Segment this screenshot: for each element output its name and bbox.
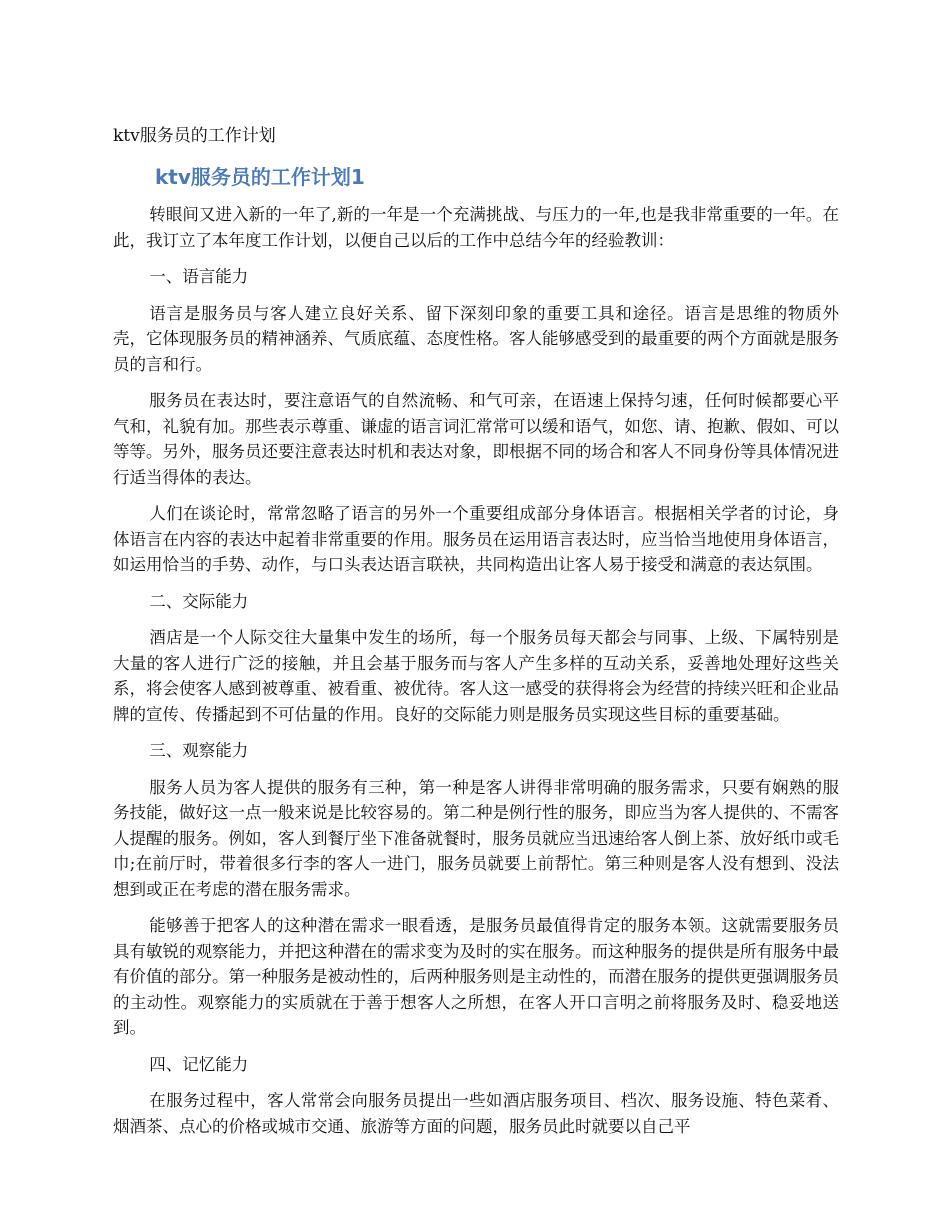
paragraph: 酒店是一个人际交往大量集中发生的场所，每一个服务员每天都会与同事、上级、下属特别是大量的客人进行广泛的接触，并且会基于服务而与客人产生多样的互动关系，妥善地处理好这些关系，将会使客人感到被尊重、被看重、被优待。客人这一感受的获得将会为经营的持续兴旺和企业品牌的宣传、传播起到不可估量的作用。良好的交际能力则是服务员实现这些目标的重要基础。: [113, 628, 839, 724]
document-title: ktv服务员的工作计划: [113, 126, 276, 146]
document-body: [113, 202, 839, 1150]
paragraph: 服务员在表达时，要注意语气的自然流畅、和气可亲，在语速上保持匀速，任何时候都要心平气和，礼貌有加。那些表示尊重、谦虚的语言词汇常常可以缓和语气，如您、请、抱歉、假如、可以等等。另外，服务员还要注意表达时机和表达对象，即根据不同的场合和客人不同身份等具体情况进行适当得体的表达。: [113, 391, 839, 487]
paragraph: 在服务过程中，客人常常会向服务员提出一些如酒店服务项目、档次、服务设施、特色菜肴、烟酒茶、点心的价格或城市交通、旅游等方面的问题，服务员此时就要以自己平: [113, 1091, 839, 1136]
paragraph: 能够善于把客人的这种潜在需求一眼看透，是服务员最值得肯定的服务本领。这就需要服务员具有敏锐的观察能力，并把这种潜在的需求变为及时的实在服务。而这种服务的提供是所有服务中最有价值的部分。第一种服务是被动性的，后两种服务则是主动性的，而潜在服务的提供更强调服务员的主动性。观察能力的实质就在于善于想客人之所想，在客人开口言明之前将服务及时、稳妥地送到。: [113, 916, 839, 1037]
paragraph: 语言是服务员与客人建立良好关系、留下深刻印象的重要工具和途径。语言是思维的物质外壳，它体现服务员的精神涵养、气质底蕴、态度性格。客人能够感受到的最重要的两个方面就是服务员的言和行。: [113, 303, 839, 374]
section-subheading: 一、语言能力: [149, 267, 249, 286]
paragraph: 服务人员为客人提供的服务有三种，第一种是客人讲得非常明确的服务需求，只要有娴熟的服务技能，做好这一点一般来说是比较容易的。第二种是例行性的服务，即应当为客人提供的、不需客人提醒的服务。例如，客人到餐厅坐下准备就餐时，服务员就应当迅速给客人倒上茶、放好纸巾或毛巾;在前厅时，带着很多行李的客人一进门，服务员就要上前帮忙。第三种则是客人没有想到、没法想到或正在考虑的潜在服务需求。: [113, 777, 839, 899]
section-subheading: 四、记忆能力: [149, 1054, 249, 1074]
paragraph: 转眼间又进入新的一年了,新的一年是一个充满挑战、与压力的一年,也是我非常重要的一年。在此，我订立了本年度工作计划，以便自己以后的工作中总结今年的经验教训：: [113, 205, 839, 250]
section-heading: ktv服务员的工作计划1: [155, 165, 365, 189]
paragraph: 人们在谈论时，常常忽略了语言的另外一个重要组成部分身体语言。根据相关学者的讨论，身体语言在内容的表达中起着非常重要的作用。服务员在运用语言表达时，应当恰当地使用身体语言，如运用恰当的手势、动作，与口头表达语言联袂，共同构造出让客人易于接受和满意的表达氛围。: [113, 504, 839, 574]
section-subheading: 三、观察能力: [149, 741, 249, 760]
section-subheading: 二、交际能力: [149, 591, 249, 611]
